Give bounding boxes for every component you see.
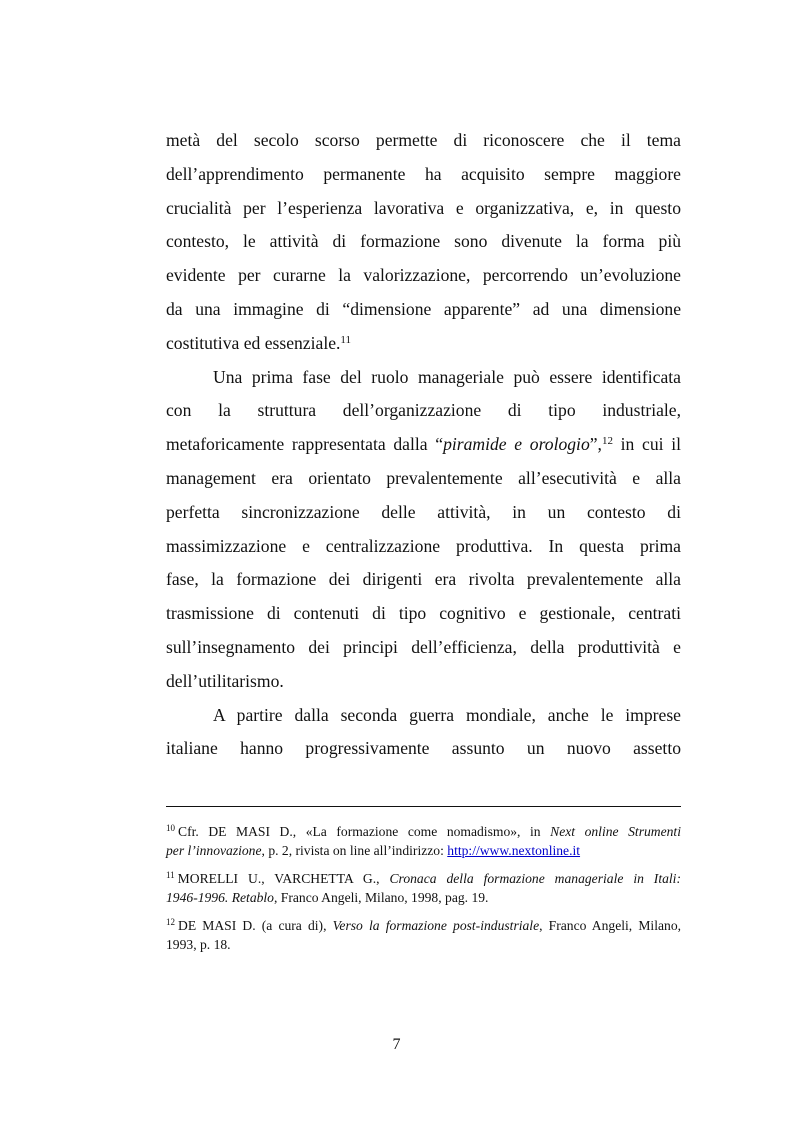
footnote-line xyxy=(166,935,681,954)
text-fragment: , Franco Angeli, Milano, 1998, pag. 19. xyxy=(273,890,489,905)
text-line: evidente per curarne la valorizzazione, percorrendo un’evoluzione xyxy=(166,265,681,286)
footnote-12 xyxy=(166,916,681,954)
italic-title: Cronaca della formazione manageriale in Itali: xyxy=(389,871,681,886)
text-line: italiane hanno progressivamente assunto un nuovo assetto xyxy=(166,738,681,759)
text-line: management era orientato prevalentemente all’esecutività e alla xyxy=(166,467,681,488)
text-line: con la struttura dell’organizzazione di tipo industriale, xyxy=(166,400,681,421)
text-fragment: MORELLI U., VARCHETTA G., xyxy=(177,871,390,886)
footnote-ref: 11 xyxy=(340,333,352,346)
italic-title: 1946-1996. Retablo xyxy=(166,890,274,905)
text-fragment: metaforicamente rappresentata dalla “ xyxy=(166,434,444,455)
footnote-line xyxy=(166,888,681,907)
footnote-10 xyxy=(166,822,681,860)
footnotes xyxy=(166,822,681,963)
text-line: crucialità per l’esperienza lavorativa e organizzativa, e, in questo xyxy=(166,197,681,218)
text-line: A partire dalla seconda guerra mondiale, anche le imprese xyxy=(213,704,681,725)
text-fragment: in cui il xyxy=(612,434,682,455)
text-fragment: Cfr. DE MASI D., «La formazione come nomadismo», in xyxy=(178,824,551,839)
footnote-number: 10 xyxy=(166,823,175,833)
footnote-11 xyxy=(166,869,681,907)
text-fragment: DE MASI D. (a cura di), xyxy=(178,918,333,933)
footnote-line xyxy=(166,822,681,841)
text-line: trasmissione di contenuti di tipo cognitivo e gestionale, centrati xyxy=(166,603,681,624)
text-line: da una immagine di “dimensione apparente” ad una dimensione xyxy=(166,298,681,319)
text-line: Una prima fase del ruolo manageriale può essere identificata xyxy=(213,366,681,387)
italic-title: Verso la formazione post-industriale xyxy=(332,918,540,933)
text-line: dell’apprendimento permanente ha acquisito sempre maggiore xyxy=(166,163,681,184)
text-line: contesto, le attività di formazione sono divenute la forma più xyxy=(166,231,681,252)
page-number: 7 xyxy=(392,1036,401,1053)
text-line: massimizzazione e centralizzazione produttiva. In questa prima xyxy=(166,535,681,556)
text-fragment: , Franco Angeli, Milano, xyxy=(539,918,682,933)
footnote-line xyxy=(166,916,681,935)
website-link[interactable]: http://www.nextonline.it xyxy=(447,843,581,858)
text-line: dell’utilitarismo. xyxy=(166,670,284,691)
footnote-line xyxy=(166,869,681,888)
text-line: perfetta sincronizzazione delle attività, in un contesto di xyxy=(166,501,681,522)
italic-title: per l’innovazione xyxy=(166,843,262,858)
italic-title: piramide e orologio xyxy=(443,434,590,455)
text-fragment: 1993, p. 18. xyxy=(166,937,231,952)
italic-title: Next online Strumenti xyxy=(550,824,681,839)
footnote-separator xyxy=(166,806,681,807)
body-text xyxy=(166,124,681,766)
text-line: fase, la formazione dei dirigenti era rivolta prevalentemente alla xyxy=(166,569,681,590)
text-line: metà del secolo scorso permette di riconoscere che il tema xyxy=(166,130,681,150)
text-fragment: ”, xyxy=(589,434,602,455)
footnote-line xyxy=(166,841,681,860)
text-line: sull’insegnamento dei principi dell’efficienza, della produttività e xyxy=(166,636,681,657)
text-fragment: costitutiva ed essenziale. xyxy=(166,332,341,353)
text-fragment: , p. 2, rivista on line all’indirizzo: xyxy=(261,843,448,858)
footnote-ref: 12 xyxy=(601,435,613,448)
footnote-number: 12 xyxy=(166,917,175,927)
text-line xyxy=(166,428,681,462)
text-line xyxy=(166,327,681,361)
footnote-number: 11 xyxy=(166,870,175,880)
